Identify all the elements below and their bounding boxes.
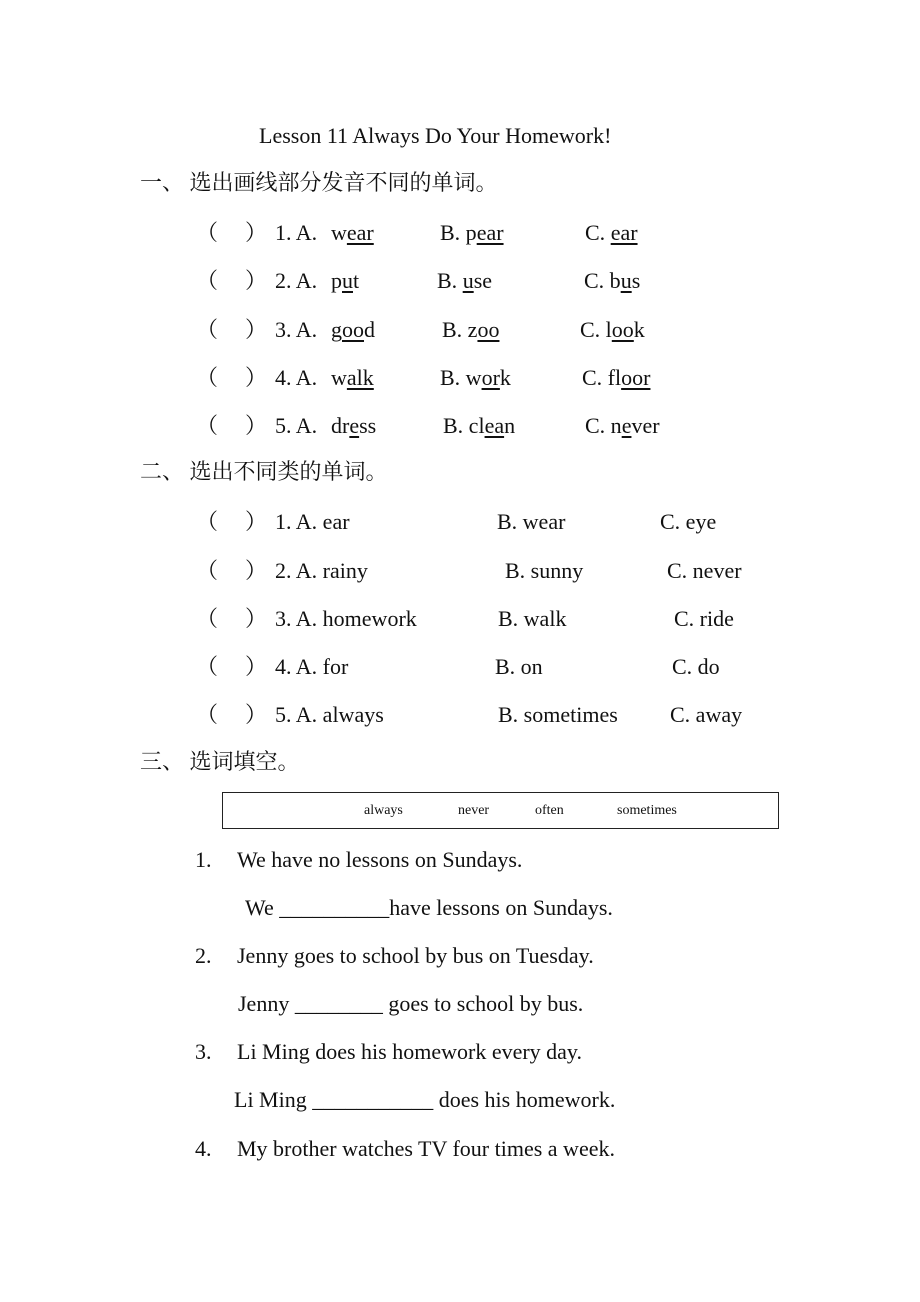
item-number: 4. A. bbox=[275, 365, 318, 390]
word-part-ul: u bbox=[462, 268, 474, 293]
option-c: C. ride bbox=[674, 606, 734, 631]
option-a bbox=[331, 268, 359, 294]
word-part-pre: C. bbox=[585, 220, 611, 245]
word-part-post: k bbox=[499, 365, 511, 390]
word-part-post: se bbox=[473, 268, 493, 293]
answer-paren-open: （ bbox=[196, 702, 219, 727]
word-part-pre: B. p bbox=[440, 220, 477, 245]
item-number-option-a: 2. A. rainy bbox=[275, 558, 368, 583]
word-part-ul: ear bbox=[346, 220, 374, 245]
word-part-ul: oor bbox=[621, 365, 651, 390]
word-part-pre: B. cl bbox=[443, 413, 485, 438]
option-a bbox=[331, 317, 375, 343]
answer-paren-close: ） bbox=[245, 413, 268, 438]
word-bank-word: never bbox=[458, 803, 490, 818]
answer-paren-close: ） bbox=[245, 220, 268, 245]
word-part-ul: oo bbox=[342, 317, 364, 342]
answer-paren-close: ） bbox=[245, 606, 268, 631]
option-b bbox=[437, 268, 492, 294]
option-c: C. do bbox=[672, 654, 720, 679]
item-number-option-a: 5. A. always bbox=[275, 702, 384, 727]
word-part-pre: C. n bbox=[585, 413, 622, 438]
answer-paren-close: ） bbox=[245, 365, 268, 390]
answer-paren-open: （ bbox=[196, 654, 219, 679]
item-number: 5. A. bbox=[275, 413, 318, 438]
option-c bbox=[585, 220, 638, 246]
option-b: B. walk bbox=[498, 606, 567, 631]
answer-paren-close: ） bbox=[245, 654, 268, 679]
question-number: 1. bbox=[195, 847, 212, 872]
option-c bbox=[584, 268, 640, 294]
option-b: B. wear bbox=[497, 509, 566, 534]
item-number: 1. A. bbox=[275, 220, 318, 245]
option-c: C. never bbox=[667, 558, 742, 583]
item-number: 3. A. bbox=[275, 317, 318, 342]
section-heading-2: 二、 选出不同类的单词。 bbox=[140, 459, 388, 484]
question-sentence: Li Ming does his homework every day. bbox=[237, 1039, 583, 1064]
section-heading-1: 一、 选出画线部分发音不同的单词。 bbox=[140, 170, 498, 195]
word-part-ul: oo bbox=[611, 317, 634, 342]
word-part-pre: B. bbox=[437, 268, 463, 293]
option-c bbox=[582, 365, 650, 391]
answer-paren-close: ） bbox=[245, 558, 268, 583]
answer-paren-close: ） bbox=[245, 317, 268, 342]
word-part-ul: ear bbox=[476, 220, 504, 245]
option-c bbox=[580, 317, 645, 343]
option-a bbox=[331, 413, 376, 439]
word-part-post: ver bbox=[631, 413, 660, 438]
answer-paren-open: （ bbox=[196, 268, 219, 293]
option-a bbox=[331, 365, 374, 391]
answer-paren-open: （ bbox=[196, 413, 219, 438]
word-part-post: t bbox=[353, 268, 360, 293]
word-part-post: d bbox=[364, 317, 375, 342]
word-part-ul: oo bbox=[477, 317, 500, 342]
option-a bbox=[331, 220, 374, 246]
option-c: C. eye bbox=[660, 509, 717, 534]
answer-paren-open: （ bbox=[196, 220, 219, 245]
option-b: B. on bbox=[495, 654, 543, 679]
answer-paren-open: （ bbox=[196, 606, 219, 631]
option-b bbox=[440, 365, 511, 391]
word-part-ul: ea bbox=[484, 413, 505, 438]
word-bank-word: always bbox=[364, 803, 403, 818]
word-bank-box bbox=[222, 792, 779, 829]
word-part-ul: ear bbox=[610, 220, 638, 245]
answer-paren-close: ） bbox=[245, 702, 268, 727]
answer-sentence: We __________have lessons on Sundays. bbox=[245, 895, 613, 920]
option-b bbox=[442, 317, 499, 343]
word-part-ul: e bbox=[621, 413, 632, 438]
question-sentence: My brother watches TV four times a week. bbox=[237, 1136, 615, 1161]
answer-paren-open: （ bbox=[196, 558, 219, 583]
word-part-ul: e bbox=[349, 413, 360, 438]
word-part-pre: w bbox=[331, 365, 347, 390]
word-part-pre: dr bbox=[331, 413, 350, 438]
word-part-post: n bbox=[504, 413, 516, 438]
answer-paren-open: （ bbox=[196, 317, 219, 342]
option-c bbox=[585, 413, 660, 439]
word-part-pre: C. b bbox=[584, 268, 621, 293]
word-part-pre: w bbox=[331, 220, 347, 245]
answer-paren-open: （ bbox=[196, 365, 219, 390]
option-b: B. sometimes bbox=[498, 702, 618, 727]
word-part-ul: or bbox=[481, 365, 500, 390]
word-part-pre: p bbox=[331, 268, 342, 293]
answer-sentence: Li Ming ___________ does his homework. bbox=[234, 1087, 616, 1112]
word-part-post: ss bbox=[359, 413, 377, 438]
lesson-title: Lesson 11 Always Do Your Homework! bbox=[259, 123, 612, 148]
word-part-ul: u bbox=[342, 268, 353, 293]
option-b bbox=[440, 220, 504, 246]
word-part-post: s bbox=[631, 268, 641, 293]
item-number-option-a: 4. A. for bbox=[275, 654, 349, 679]
word-bank-word: sometimes bbox=[617, 803, 677, 818]
word-part-pre: B. z bbox=[442, 317, 478, 342]
section-heading-3: 三、 选词填空。 bbox=[140, 749, 300, 774]
question-number: 2. bbox=[195, 943, 212, 968]
answer-paren-close: ） bbox=[245, 268, 268, 293]
question-sentence: Jenny goes to school by bus on Tuesday. bbox=[237, 943, 594, 968]
option-b bbox=[443, 413, 515, 439]
word-part-pre: B. w bbox=[440, 365, 482, 390]
item-number-option-a: 1. A. ear bbox=[275, 509, 350, 534]
question-sentence: We have no lessons on Sundays. bbox=[237, 847, 523, 872]
option-b: B. sunny bbox=[505, 558, 584, 583]
answer-paren-close: ） bbox=[245, 509, 268, 534]
item-number-option-a: 3. A. homework bbox=[275, 606, 417, 631]
word-part-ul: alk bbox=[346, 365, 374, 390]
answer-sentence: Jenny ________ goes to school by bus. bbox=[238, 991, 584, 1016]
word-bank-word: often bbox=[535, 803, 564, 818]
word-part-ul: u bbox=[620, 268, 632, 293]
question-number: 4. bbox=[195, 1136, 212, 1161]
word-part-pre: g bbox=[331, 317, 342, 342]
word-part-pre: C. fl bbox=[582, 365, 622, 390]
question-number: 3. bbox=[195, 1039, 212, 1064]
word-part-pre: C. l bbox=[580, 317, 612, 342]
item-number: 2. A. bbox=[275, 268, 318, 293]
option-c: C. away bbox=[670, 702, 743, 727]
answer-paren-open: （ bbox=[196, 509, 219, 534]
word-part-post: k bbox=[633, 317, 645, 342]
